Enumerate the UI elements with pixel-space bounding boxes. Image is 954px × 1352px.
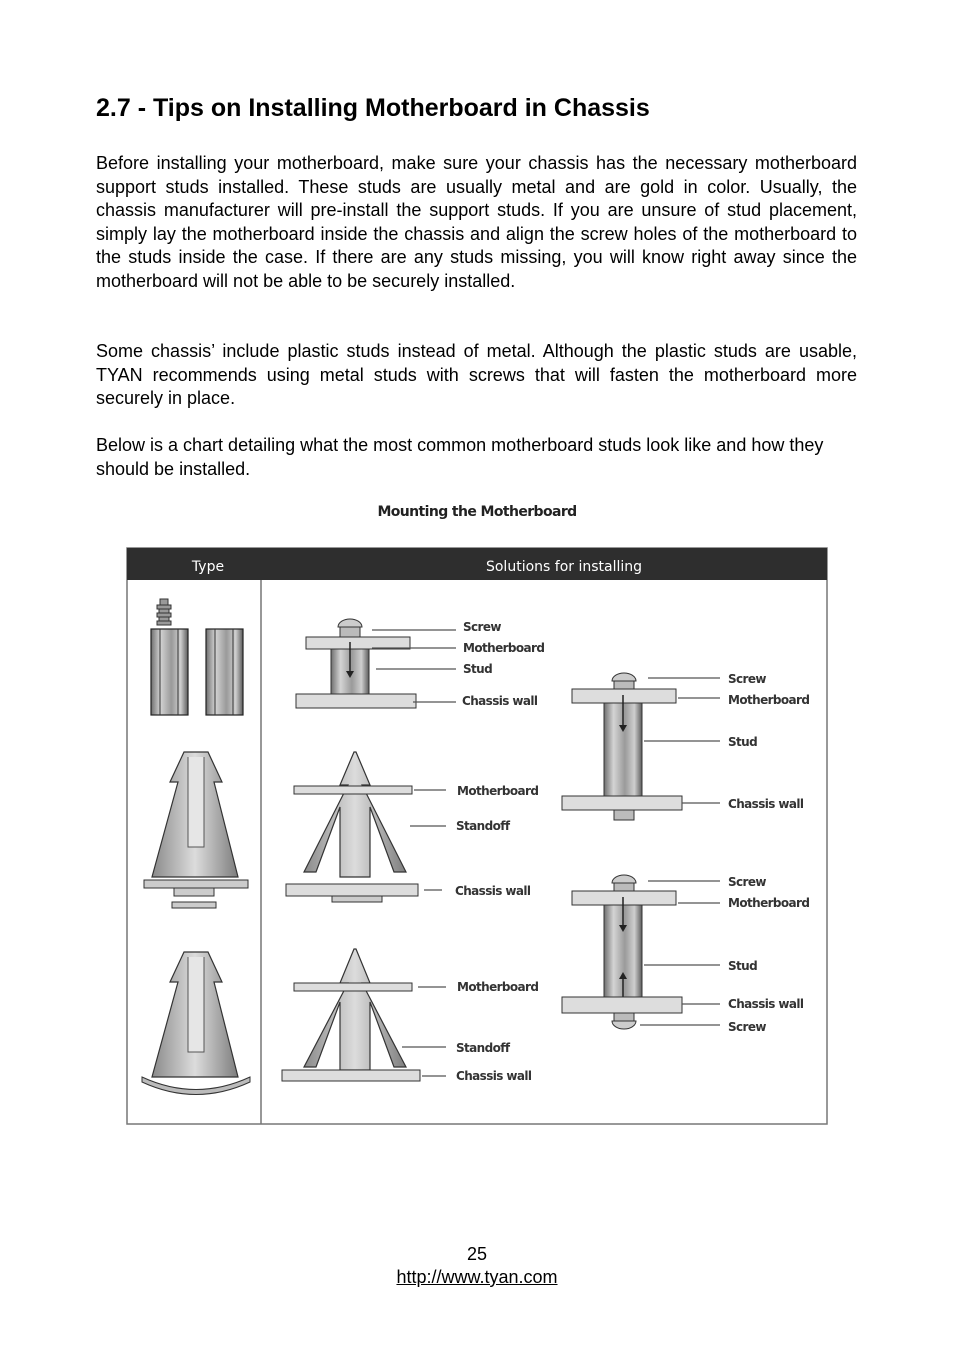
figure-title: Mounting the Motherboard: [377, 504, 577, 520]
label-screw-a: Screw: [463, 620, 501, 634]
label-standoff-c: Standoff: [456, 1041, 510, 1055]
label-motherboard-c: Motherboard: [457, 980, 539, 994]
label-chassis-wall-c: Chassis wall: [456, 1069, 532, 1083]
label-stud-d: Stud: [728, 735, 758, 749]
label-motherboard-a: Motherboard: [463, 641, 545, 655]
label-screw-e-bottom: Screw: [728, 1020, 766, 1034]
label-stud-a: Stud: [463, 662, 493, 676]
col-header-solutions: Solutions for installing: [485, 559, 643, 575]
metal-stud-plain: [206, 629, 243, 715]
label-motherboard-b: Motherboard: [457, 784, 539, 798]
section-heading: 2.7 - Tips on Installing Motherboard in Chassis: [96, 94, 650, 122]
label-screw-d: Screw: [728, 672, 766, 686]
paragraph-studs-intro: Before installing your motherboard, make sure your chassis has the necessary motherboard support studs installed. These studs are usually metal and are gold in color. Usually, the chassis manufacturer will pre-install the support studs. If you are unsure of stud placement, simply lay the motherboard inside the chassis and align the screw holes of the motherboard to the studs inside the case. If there are any studs missing, you will know right away since the motherboard will not be able to be securely installed.: [96, 153, 857, 291]
label-chassis-wall-b: Chassis wall: [455, 884, 531, 898]
label-chassis-wall-e: Chassis wall: [728, 997, 804, 1011]
paragraph-plastic-studs: Some chassis’ include plastic studs instead of metal. Although the plastic studs are usable, TYAN recommends using metal studs with screws that will fasten the motherboard more securely in place.: [96, 341, 857, 408]
label-standoff-b: Standoff: [456, 819, 510, 833]
label-motherboard-d: Motherboard: [728, 693, 810, 707]
label-chassis-wall-d: Chassis wall: [728, 797, 804, 811]
label-screw-e-top: Screw: [728, 875, 766, 889]
label-stud-e: Stud: [728, 959, 758, 973]
page-number: 25: [466, 1244, 488, 1264]
label-chassis-wall-a: Chassis wall: [462, 694, 538, 708]
col-header-type: Type: [191, 559, 225, 575]
mounting-figure: [126, 547, 828, 1125]
paragraph-chart-intro: Below is a chart detailing what the most common motherboard studs look like and how they should be installed.: [96, 435, 824, 479]
label-motherboard-e: Motherboard: [728, 896, 810, 910]
website-link[interactable]: http://www.tyan.com: [396, 1267, 558, 1287]
